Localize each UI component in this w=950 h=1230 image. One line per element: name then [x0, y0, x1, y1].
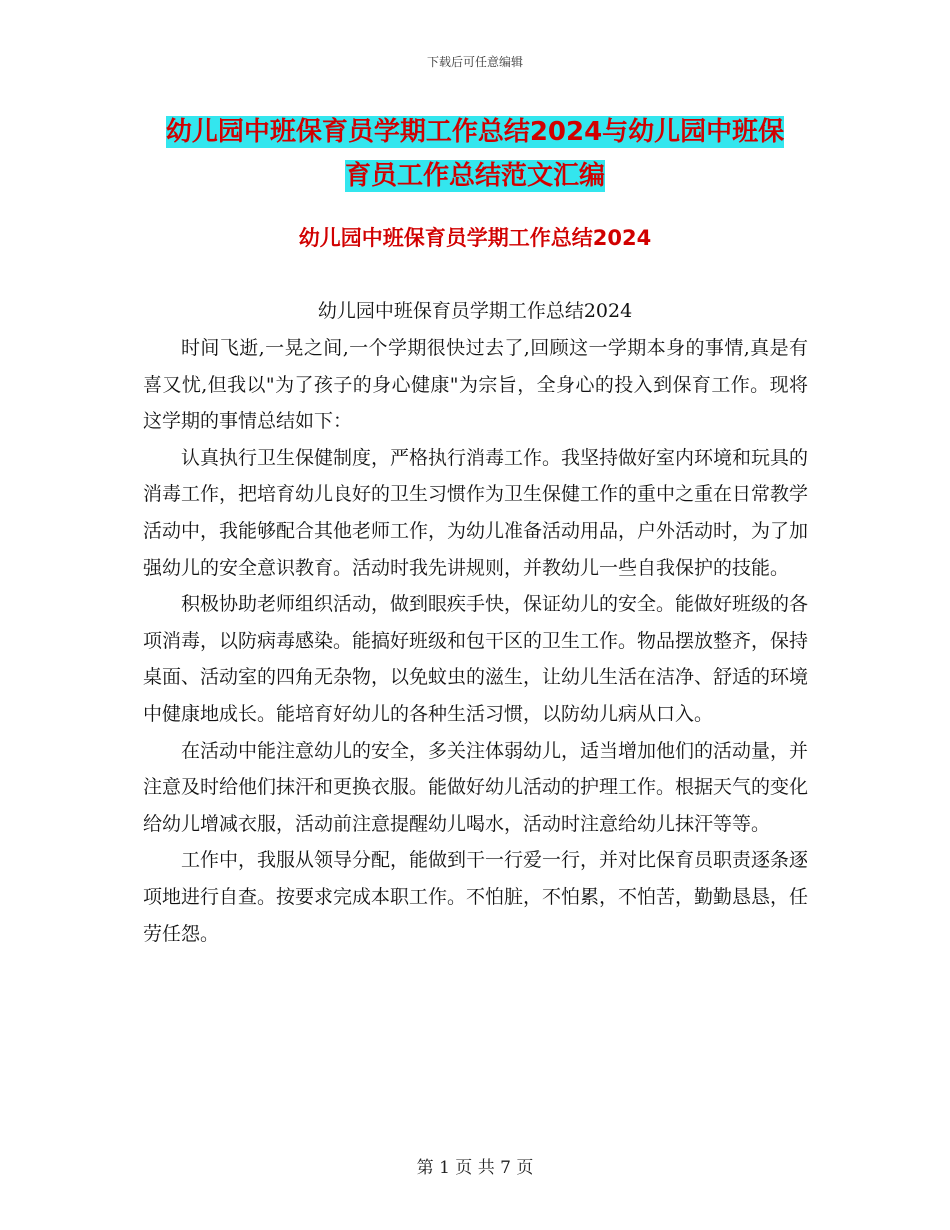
document-title-line-2: 育员工作总结范文汇编: [344, 161, 605, 191]
document-body: [143, 330, 808, 952]
body-paragraph: 积极协助老师组织活动，做到眼疾手快，保证幼儿的安全。能做好班级的各项消毒，以防病毒感染。能搞好班级和包干区的卫生工作。物品摆放整齐，保持桌面、活动室的四角无杂物，以免蚊虫的滋生，让幼儿生活在洁净、舒适的环境中健康地成长。能培育好幼儿的各种生活习惯，以防幼儿病从口入。: [143, 593, 809, 725]
page-number-footer: 第 1 页 共 7 页: [416, 1158, 534, 1178]
document-title-line-1: 幼儿园中班保育员学期工作总结2024与幼儿园中班保: [165, 117, 785, 147]
body-paragraph: 工作中，我服从领导分配，能做到干一行爱一行，并对比保育员职责逐条逐项地进行自查。按要求完成本职工作。不怕脏，不怕累，不怕苦，勤勤恳恳，任劳任怨。: [143, 849, 809, 945]
body-paragraph: 在活动中能注意幼儿的安全，多关注体弱幼儿，适当增加他们的活动量，并注意及时给他们抹汗和更换衣服。能做好幼儿活动的护理工作。根据天气的变化给幼儿增减衣服，活动前注意提醒幼儿喝水，活动时注意给幼儿抹汗等等。: [143, 739, 809, 835]
page-header-note: 下载后可任意编辑: [426, 55, 523, 69]
section-title: 幼儿园中班保育员学期工作总结2024: [298, 226, 652, 250]
document-title: [140, 110, 810, 198]
body-paragraph: 认真执行卫生保健制度，严格执行消毒工作。我坚持做好室内环境和玩具的消毒工作，把培育幼儿良好的卫生习惯作为卫生保健工作的重中之重在日常教学活动中，我能够配合其他老师工作，为幼儿准备活动用品，户外活动时，为了加强幼儿的安全意识教育。活动时我先讲规则，并教幼儿一些自我保护的技能。: [143, 446, 809, 579]
section-subtitle: 幼儿园中班保育员学期工作总结2024: [317, 300, 633, 322]
body-paragraph: 时间飞逝,一晃之间,一个学期很快过去了,回顾这一学期本身的事情,真是有喜又忧,但我以"为了孩子的身心健康"为宗旨，全身心的投入到保育工作。现将这学期的事情总结如下：: [143, 337, 808, 433]
